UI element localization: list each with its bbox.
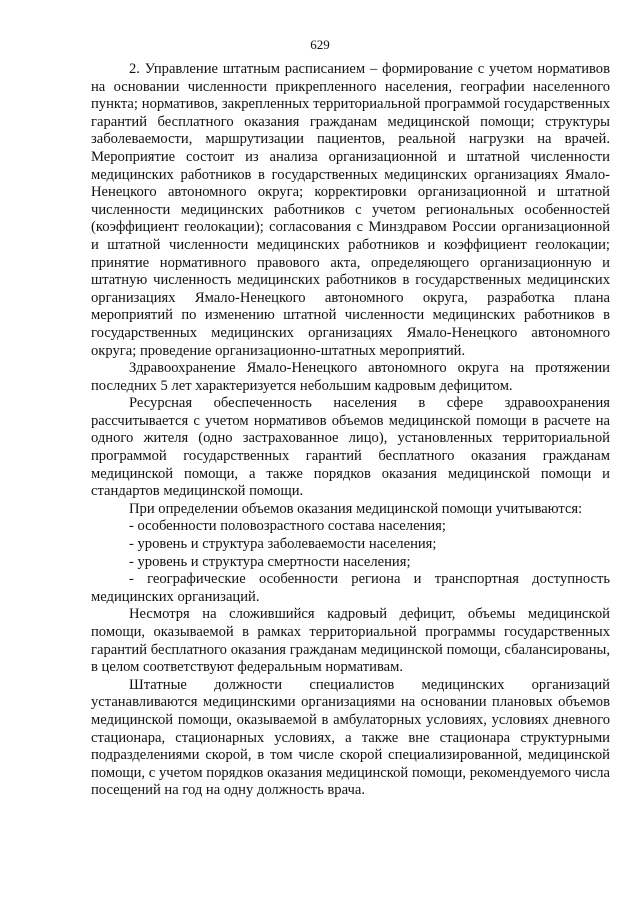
paragraph-resource-provision: Ресурсная обеспеченность населения в сфере здравоохранения рассчитывается с учетом нормативов объемов медицинской помощи в расчете на одного жителя (одно застрахованное лицо), установленных территориальной программой государственных гарантий бесплатного оказания гражданам медицинской помощи, а также порядков оказания медицинской помощи и стандартов медицинской помощи. xyxy=(91,395,610,500)
document-body xyxy=(91,61,610,800)
paragraph-balanced-volumes: Несмотря на сложившийся кадровый дефицит, объемы медицинской помощи, оказываемой в рамках территориальной программы государственных гарантий бесплатного оказания гражданам медицинской помощи, сбалансированы, в целом соответствуют федеральным нормативам. xyxy=(91,606,610,676)
list-item-geography: - географические особенности региона и транспортная доступность медицинских организаций. xyxy=(91,571,610,605)
paragraph-staff-deficit: Здравоохранение Ямало-Ненецкого автономного округа на протяжении последних 5 лет характеризуется небольшим кадровым дефицитом. xyxy=(91,360,610,394)
list-item-age-sex: - особенности половозрастного состава населения; xyxy=(129,518,446,535)
paragraph-volume-factors-intro: При определении объемов оказания медицинской помощи учитываются: xyxy=(129,500,583,517)
page-number: 629 xyxy=(310,37,330,52)
list-item-morbidity: - уровень и структура заболеваемости населения; xyxy=(129,536,437,553)
paragraph-staffing-management: 2. Управление штатным расписанием – формирование с учетом нормативов на основании численности прикрепленного населения, географии населенного пункта; нормативов, закрепленных территориальной программой государственных гарантий бесплатного оказания гражданам медицинской помощи; структуры заболеваемости, маршрутизации пациентов, реальной нагрузки на врачей. Мероприятие состоит из анализа организационной и штатной численности медицинских работников в государственных медицинских организациях Ямало-Ненецкого автономного округа; корректировки организационной и штатной численности медицинских работников с учетом региональных особенностей (коэффициент геолокации); согласования с Минздравом России организационной и штатной численности медицинских работников и коэффициент геолокации; принятие нормативного правового акта, определяющего организационную и штатную численность медицинских работников в государственных медицинских организациях Ямало-Ненецкого автономного округа, разработка плана мероприятий по изменению штатной численности медицинских работников в государственных медицинских организациях Ямало-Ненецкого автономного округа; проведение организационно-штатных мероприятий. xyxy=(91,61,610,359)
list-item-mortality: - уровень и структура смертности населения; xyxy=(129,553,411,570)
paragraph-staff-positions: Штатные должности специалистов медицинских организаций устанавливаются медицинскими организациями на основании плановых объемов медицинской помощи, оказываемой в амбулаторных условиях, условиях дневного стационара, стационарных условиях, а также вне стационара структурными подразделениями скорой, в том числе скорой специализированной, медицинской помощи, с учетом порядков оказания медицинской помощи, рекомендуемого числа посещений на год на одну должность врача. xyxy=(91,676,610,799)
